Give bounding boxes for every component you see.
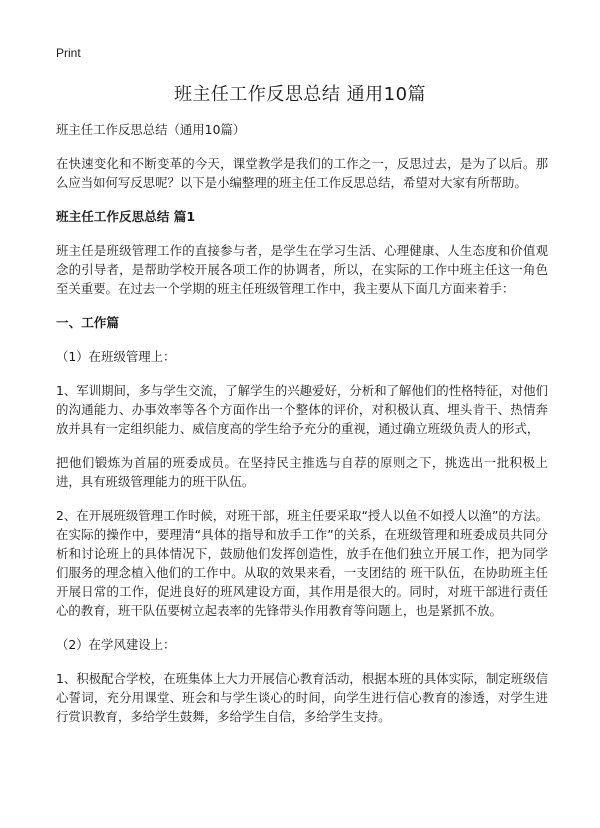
page-title: 班主任工作反思总结 通用10篇	[173, 84, 427, 105]
print-link[interactable]: Print	[56, 46, 81, 60]
document-subtitle: 班主任工作反思总结（通用10篇）	[56, 122, 246, 137]
list-item: 1、积极配合学校，在班集体上大力开展信心教育活动，根据本班的具体实际，制定班级信心誓词，充分用课堂、班会和与学生谈心的时间，向学生进行信心教育的渗透，对学生进行赏识教育，多给学生鼓舞，多给学生自信，多给学生支持。	[56, 671, 548, 724]
list-item: 2、在开展班级管理工作时候，对班干部，班主任要采取“授人以鱼不如授人以渔”的方法。在实际的操作中，要理清“具体的指导和放手工作”的关系，在班级管理和班委成员共同分析和讨论班上的具体情况下，鼓励他们发挥创造性，放手在他们独立开展工作，把为同学们服务的理念植入他们的工作中。从取的效果来看，一支团结的 班干队伍，在协助班主任开展日常的工作，促进良好的班风建设方面，其作用是很大的。同时，对班干部进行责任心的教育，班干队伍要树立起表率的先锋带头作用教育等问题上，也是紧抓不放。	[56, 508, 548, 618]
section-paragraph: 班主任是班级管理工作的直接参与者，是学生在学习生活、心理健康、人生态度和价值观念的引导者，是帮助学校开展各项工作的协调者，所以，在实际的工作中班主任这一角色至关重要。在过去一个学期的班主任班级管理工作中，我主要从下面几方面来着手：	[56, 243, 548, 296]
list-item: 1、军训期间，多与学生交流，了解学生的兴趣爱好，分析和了解他们的性格特征，对他们的沟通能力、办事效率等各个方面作出一个整体的评价，对积极认真、埋头肯干、热情奔放并具有一定组织能力、威信度高的学生给予充分的重视，通过确立班级负责人的形式，	[56, 383, 548, 436]
sub-heading-study-style: （2）在学风建设上：	[56, 637, 176, 652]
document-body	[56, 120, 548, 741]
intro-paragraph: 在快速变化和不断变革的今天，课堂教学是我们的工作之一，反思过去，是为了以后。那么应当如何写反思呢？以下是小编整理的班主任工作反思总结，希望对大家有所帮助。	[56, 156, 548, 190]
part-heading: 一、工作篇	[56, 315, 119, 330]
list-item-continued: 把他们锻炼为首届的班委成员。在坚持民主推选与自荐的原则之下，挑选出一批积极上进，具有班级管理能力的班干队伍。	[56, 455, 548, 489]
sub-heading-class-management: （1）在班级管理上：	[56, 349, 176, 364]
section-heading: 班主任工作反思总结 篇1	[56, 209, 196, 224]
